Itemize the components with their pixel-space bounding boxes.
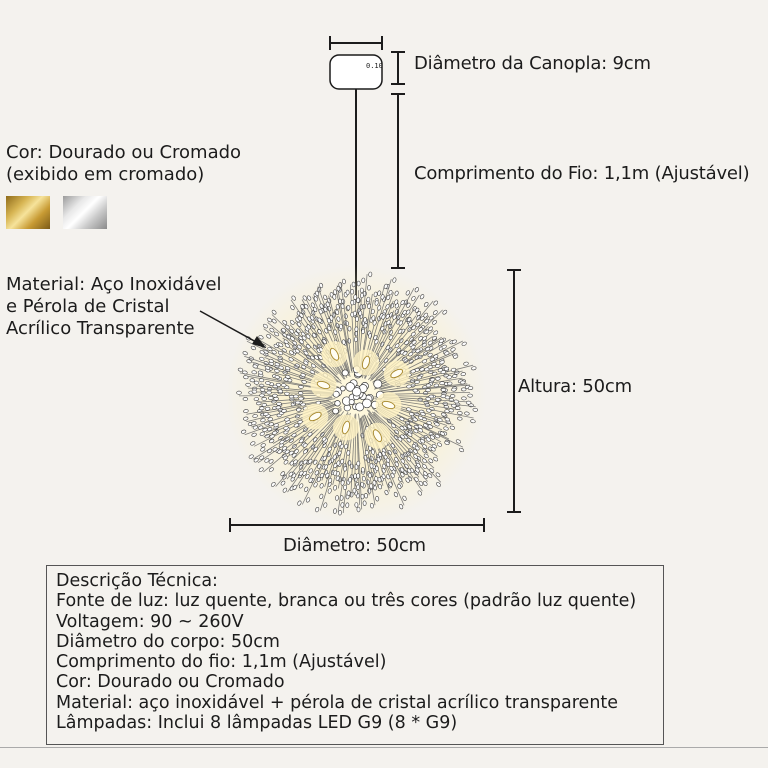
hub-bead [342, 370, 348, 376]
crystal-bead [447, 382, 452, 386]
crystal-bead [355, 317, 358, 322]
color-option-text [6, 142, 241, 186]
crystal-bead [293, 395, 298, 398]
crystal-bead [237, 391, 242, 394]
lamp-body [226, 265, 486, 525]
crystal-bead [360, 293, 364, 298]
crystal-bead [262, 403, 267, 407]
crystal-bead [361, 329, 365, 334]
crystal-bead [299, 397, 304, 400]
crystal-bead [338, 510, 342, 515]
spec-line: Material: aço inoxidável + pérola de cristal acrílico transparente [56, 692, 619, 713]
crystal-bead [406, 385, 411, 389]
crystal-bead [246, 383, 251, 387]
crystal-bead [364, 493, 368, 498]
crystal-bead [360, 288, 363, 293]
crystal-bead [355, 327, 358, 332]
crystal-bead [418, 398, 423, 401]
hub-bead [363, 399, 372, 408]
technical-description-box [46, 565, 664, 745]
crystal-bead [460, 381, 465, 385]
crystal-bead [260, 394, 265, 397]
crystal-bead [347, 305, 350, 310]
crystal-bead [243, 397, 248, 400]
crystal-bead [363, 317, 367, 322]
crystal-bead [272, 394, 277, 397]
crystal-bead [355, 502, 358, 507]
crystal-bead [468, 394, 473, 397]
crystal-bead [361, 467, 364, 472]
canopy-mark: 0.10 [366, 62, 383, 70]
hub-bead [349, 399, 354, 404]
crystal-bead [356, 298, 359, 303]
crystal-bead [254, 397, 259, 401]
crystal-bead [353, 474, 356, 479]
crystal-bead [343, 485, 347, 490]
crystal-bead [468, 386, 473, 390]
color-option-line-2: (exibido em cromado) [6, 164, 205, 185]
canopy-height-bracket [391, 52, 405, 84]
crystal-bead [358, 311, 362, 316]
crystal-bead [368, 272, 372, 277]
crystal-bead [295, 401, 300, 405]
diameter-label: Diâmetro: 50cm [283, 535, 426, 556]
crystal-bead [336, 286, 340, 291]
chrome-swatch [63, 196, 107, 229]
crystal-bead [461, 388, 466, 391]
crystal-bead [441, 388, 446, 391]
technical-description-heading: Descrição Técnica: [56, 571, 218, 591]
crystal-bead [430, 378, 435, 382]
spec-line: Diâmetro do corpo: 50cm [56, 631, 280, 652]
height-label: Altura: 50cm [518, 376, 632, 397]
crystal-bead [353, 311, 356, 316]
canopy [330, 55, 383, 89]
crystal-bead [351, 300, 354, 305]
crystal-bead [348, 326, 351, 331]
canopy-width-dimension [330, 36, 382, 50]
crystal-bead [454, 400, 459, 404]
crystal-bead [284, 392, 289, 396]
crystal-bead [374, 292, 378, 297]
crystal-bead [451, 404, 456, 408]
crystal-bead [426, 389, 431, 392]
spec-line: Comprimento do fio: 1,1m (Ajustável) [56, 652, 387, 673]
crystal-bead [340, 502, 344, 507]
cable-length-label: Comprimento do Fio: 1,1m (Ajustável) [414, 163, 750, 184]
crystal-bead [461, 397, 466, 401]
crystal-bead [368, 473, 372, 478]
crystal-bead [435, 398, 440, 402]
crystal-bead [366, 297, 370, 302]
crystal-bead [347, 491, 351, 496]
crystal-bead [265, 407, 270, 411]
crystal-bead [457, 411, 462, 415]
crystal-bead [357, 507, 360, 512]
crystal-bead [361, 278, 365, 283]
spec-line: Fonte de luz: luz quente, branca ou três cores (padrão luz quente) [56, 591, 637, 612]
material-line-1: Material: Aço Inoxidável [6, 274, 222, 295]
crystal-bead [346, 290, 349, 295]
crystal-bead [298, 391, 303, 395]
crystal-bead [473, 408, 478, 412]
crystal-bead [278, 389, 283, 393]
crystal-bead [356, 485, 359, 490]
crystal-bead [414, 380, 419, 384]
crystal-bead [338, 299, 342, 304]
crystal-bead [434, 401, 439, 405]
crystal-bead [276, 406, 281, 410]
spec-line: Lâmpadas: Inclui 8 lâmpadas LED G9 (8 * G9) [56, 713, 458, 734]
hub-bead [352, 388, 361, 397]
crystal-bead [435, 377, 440, 381]
hub-bead [340, 386, 345, 391]
crystal-bead [352, 282, 355, 287]
crystal-bead [252, 390, 257, 394]
crystal-bead [429, 395, 434, 398]
crystal-bead [451, 388, 456, 392]
crystal-bead [354, 337, 357, 342]
crystal-bead [276, 402, 281, 406]
crystal-bead [365, 450, 369, 455]
spec-line: Voltagem: 90 ~ 260V [56, 611, 244, 632]
crystal-bead [362, 476, 366, 481]
crystal-bead [335, 495, 339, 500]
crystal-bead [357, 461, 360, 466]
crystal-bead [367, 285, 371, 290]
crystal-bead [452, 374, 457, 378]
spec-line: Cor: Dourado ou Cromado [56, 672, 285, 693]
gold-swatch [6, 196, 50, 229]
crystal-bead [301, 403, 306, 407]
crystal-bead [440, 381, 445, 385]
crystal-bead [281, 383, 286, 387]
crystal-bead [266, 391, 271, 395]
hub-bead [374, 380, 382, 388]
crystal-bead [348, 477, 352, 482]
crystal-bead [363, 501, 366, 506]
crystal-bead [351, 289, 354, 294]
crystal-bead [333, 508, 337, 513]
crystal-bead [342, 279, 346, 284]
canopy-diameter-label: Diâmetro da Canopla: 9cm [414, 53, 651, 74]
crystal-bead [369, 484, 373, 489]
crystal-bead [260, 388, 265, 392]
crystal-bead [450, 394, 455, 397]
color-option-line-1: Cor: Dourado ou Cromado [6, 142, 242, 163]
crystal-bead [441, 395, 446, 398]
hub-bead [333, 408, 339, 414]
bottom-divider [0, 747, 768, 748]
hub-bead [335, 401, 341, 407]
crystal-bead [345, 503, 349, 508]
crystal-bead [361, 494, 364, 499]
crystal-bead [254, 381, 259, 385]
material-note [6, 274, 222, 340]
cable-length-bracket [391, 94, 405, 268]
crystal-bead [274, 397, 279, 400]
crystal-bead [353, 488, 356, 493]
crystal-bead [262, 397, 267, 400]
material-line-2: e Pérola de Cristal [6, 296, 170, 317]
crystal-bead [361, 482, 364, 487]
crystal-bead [466, 401, 471, 405]
crystal-bead [357, 281, 360, 286]
crystal-bead [413, 389, 418, 392]
material-line-3: Acrílico Transparente [6, 318, 195, 339]
crystal-bead [426, 384, 431, 388]
